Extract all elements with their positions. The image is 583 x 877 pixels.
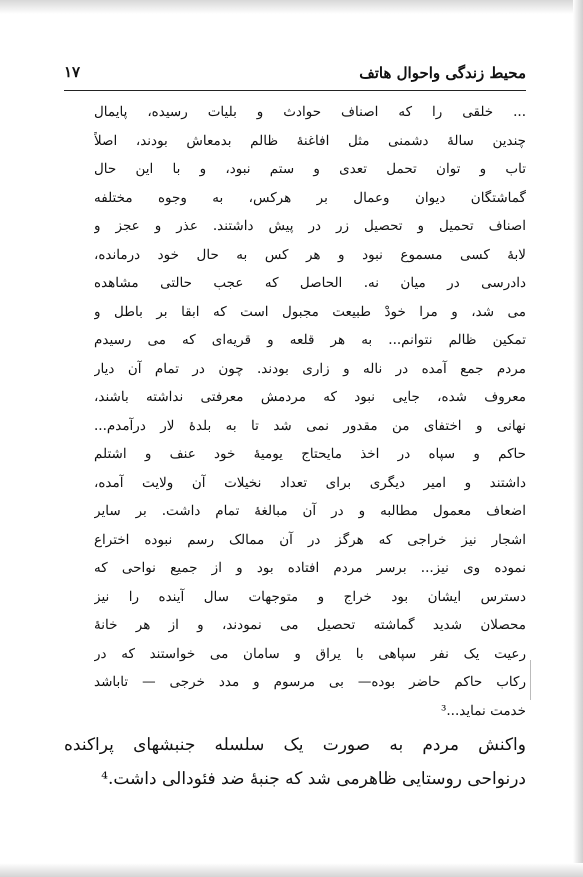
quote-line: حاکم و سپاه در اخذ مایحتاج یومیهٔ خود عنف و اشتلم (94, 446, 526, 462)
quote-line: دسترس ایشان بود خراج و متوجهات سال آینده را نیز (94, 588, 526, 605)
quote-line: نهانی و اختفای من مقدور نمی شد تا به بلدهٔ لار درآمدم... (94, 417, 526, 434)
quote-line: تمکین ظالم نتوانم... به هر قلعه و قریه‌ای که می رسیدم (94, 332, 526, 348)
page-number: ١٧ (64, 63, 81, 81)
block-quote (94, 98, 526, 725)
quote-line: محصلان شدید گماشته تحصیل می نمودند، و از هر خانهٔ (94, 617, 526, 633)
quote-line: دادرسی در میان نه. الحاصل که عجب حالتی مشاهده (94, 275, 526, 291)
quote-line: داشتند و امیر دیگری برای تعداد نخیلات آن ولایت آمده، (94, 474, 526, 491)
page-header (64, 60, 526, 90)
paragraph-line: درنواحی روستایی ظاهرمی شد که جنبهٔ ضد فئودالی داشت.⁴ (101, 769, 526, 789)
quote-line: اصناف تحمیل و تحصیل زر در پیش داشتند. عذر و عجز و (94, 218, 526, 234)
header-rule (64, 90, 526, 91)
scan-edge-shadow (0, 863, 583, 877)
paragraph-line: واکنش مردم به صورت یک سلسله جنبشهای پراکنده (64, 735, 526, 755)
quote-line: مردم جمع آمده در ناله و زاری بودند. چون در تمام آن دیار (94, 360, 526, 377)
quote-line: معروف شده، جایی نبود که مردمش معرفتی نداشته باشند، (94, 389, 526, 405)
quote-line: گماشتگان دیوان وعمال بر هرکس، به وجوه مختلفه (94, 189, 526, 206)
quote-line: رکاب حاکم حاضر بوده— بی مرسوم و مدد خرجی — تاباشد (94, 674, 526, 690)
quote-line: رعیت یک نفر سپاهی با یراق و سامان می خواستند که در (94, 645, 526, 662)
quote-line: لابهٔ کسی مسموع نبود و هر کس به حال خود درمانده، (94, 246, 526, 263)
margin-mark (530, 660, 531, 700)
body-paragraph (64, 728, 526, 796)
scan-edge-shadow (573, 0, 583, 877)
quote-line: نموده وی نیز... برسر مردم افتاده بود و از جمیع نواحی که (94, 560, 526, 576)
quote-line: اضعاف معمول مطالبه و در آن مبالغهٔ تمام داشت. بر سایر (94, 503, 526, 519)
quote-line: چندین سالهٔ دشمنی مثل افاغنهٔ ظالم بدمعاش بودند، اصلاً (94, 132, 526, 149)
quote-line: خدمت نماید...³ (440, 702, 526, 719)
quote-line: تاب و توان تحمل تعدی و ستم نبود، و با این حال (94, 161, 526, 177)
quote-line: اشجار نیز خراجی که هرگز در آن ممالک رسم نبوده اختراع (94, 531, 526, 548)
scan-edge-shadow (0, 0, 583, 14)
quote-line: می شد، و مرا خودْ طبیعت مجبول است که ابقا بر باطل و (94, 303, 526, 320)
quote-line: ... خلقی را که اصناف حوادث و بلیات رسیده، پایمال (94, 104, 526, 120)
running-title: محیط زندگی واحوال هاتف (359, 64, 526, 82)
